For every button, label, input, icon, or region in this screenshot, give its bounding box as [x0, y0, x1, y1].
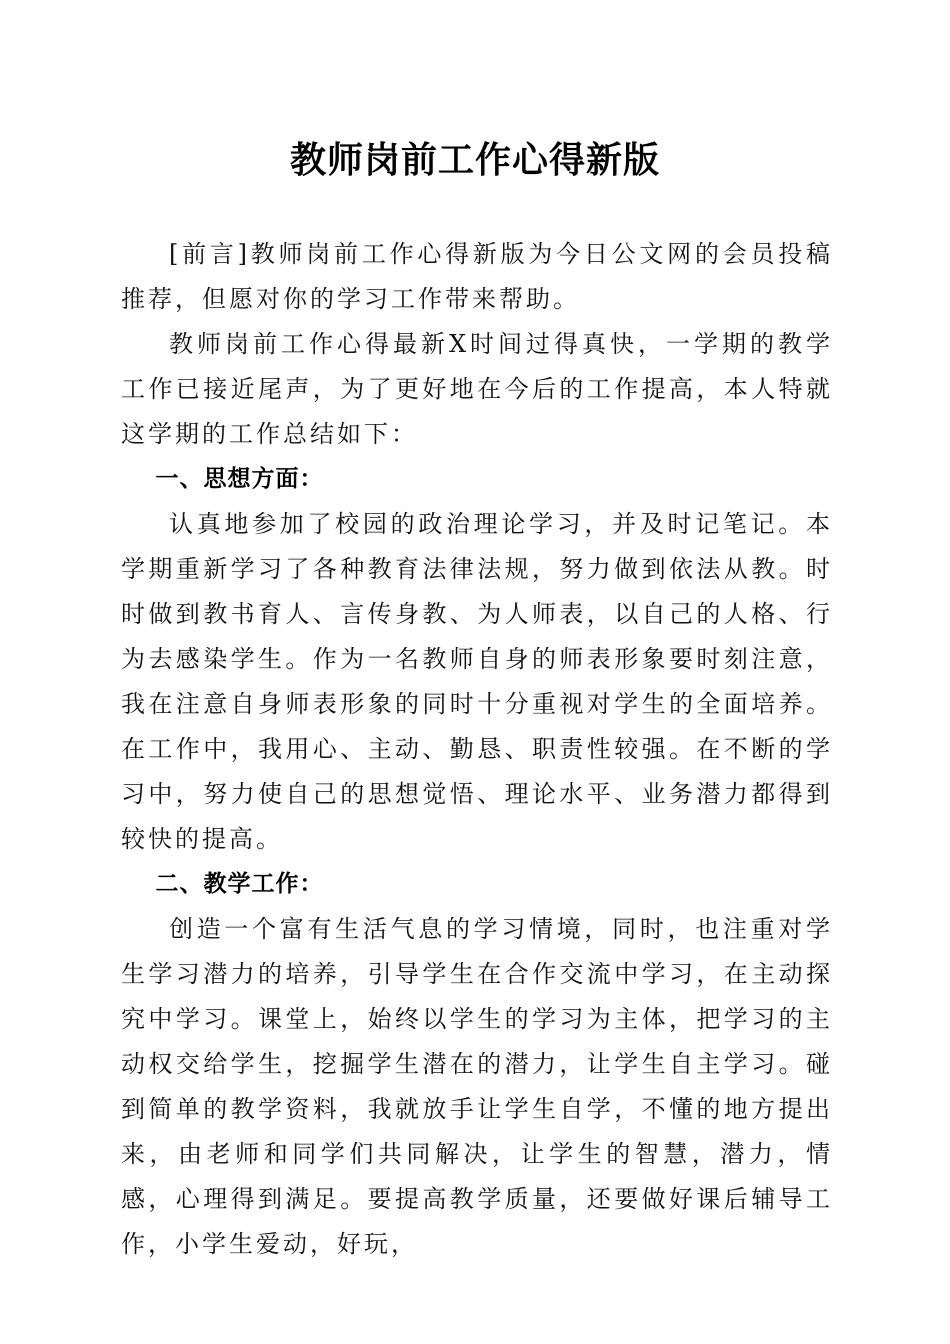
- preface-paragraph: [前言]教师岗前工作心得新版为今日公文网的会员投稿推荐，但愿对你的学习工作带来帮助。: [121, 240, 833, 313]
- section-thought-paragraph: 认真地参加了校园的政治理论学习，并及时记笔记。本学期重新学习了各种教育法律法规，努力做到依法从教。时时做到教书育人、言传身教、为人师表，以自己的人格、行为去感染学生。作为一名教师自身的师表形象要时刻注意，我在注意自身师表形象的同时十分重视对学生的全面培养。在工作中，我用心、主动、勤恳、职责性较强。在不断的学习中，努力使自己的思想觉悟、理论水平、业务潜力都得到较快的提高。: [121, 510, 833, 853]
- section-heading-thought: 一、思想方面：: [155, 466, 324, 492]
- document-title: 教师岗前工作心得新版: [289, 139, 660, 181]
- intro-paragraph: 教师岗前工作心得最新X时间过得真快，一学期的教学工作已接近尾声，为了更好地在今后的工作提高，本人特就这学期的工作总结如下：: [121, 330, 833, 448]
- section-heading-teaching: 二、教学工作：: [155, 871, 324, 897]
- document-body: [121, 232, 833, 1267]
- section-teaching-paragraph: 创造一个富有生活气息的学习情境，同时，也注重对学生学习潜力的培养，引导学生在合作交流中学习，在主动探究中学习。课堂上，始终以学生的学习为主体，把学习的主动权交给学生，挖掘学生潜在的潜力，让学生自主学习。碰到简单的教学资料，我就放手让学生自学，不懂的地方提出来，由老师和同学们共同解决，让学生的智慧，潜力，情感，心理得到满足。要提高教学质量，还要做好课后辅导工作，小学生爱动，好玩，: [121, 915, 833, 1258]
